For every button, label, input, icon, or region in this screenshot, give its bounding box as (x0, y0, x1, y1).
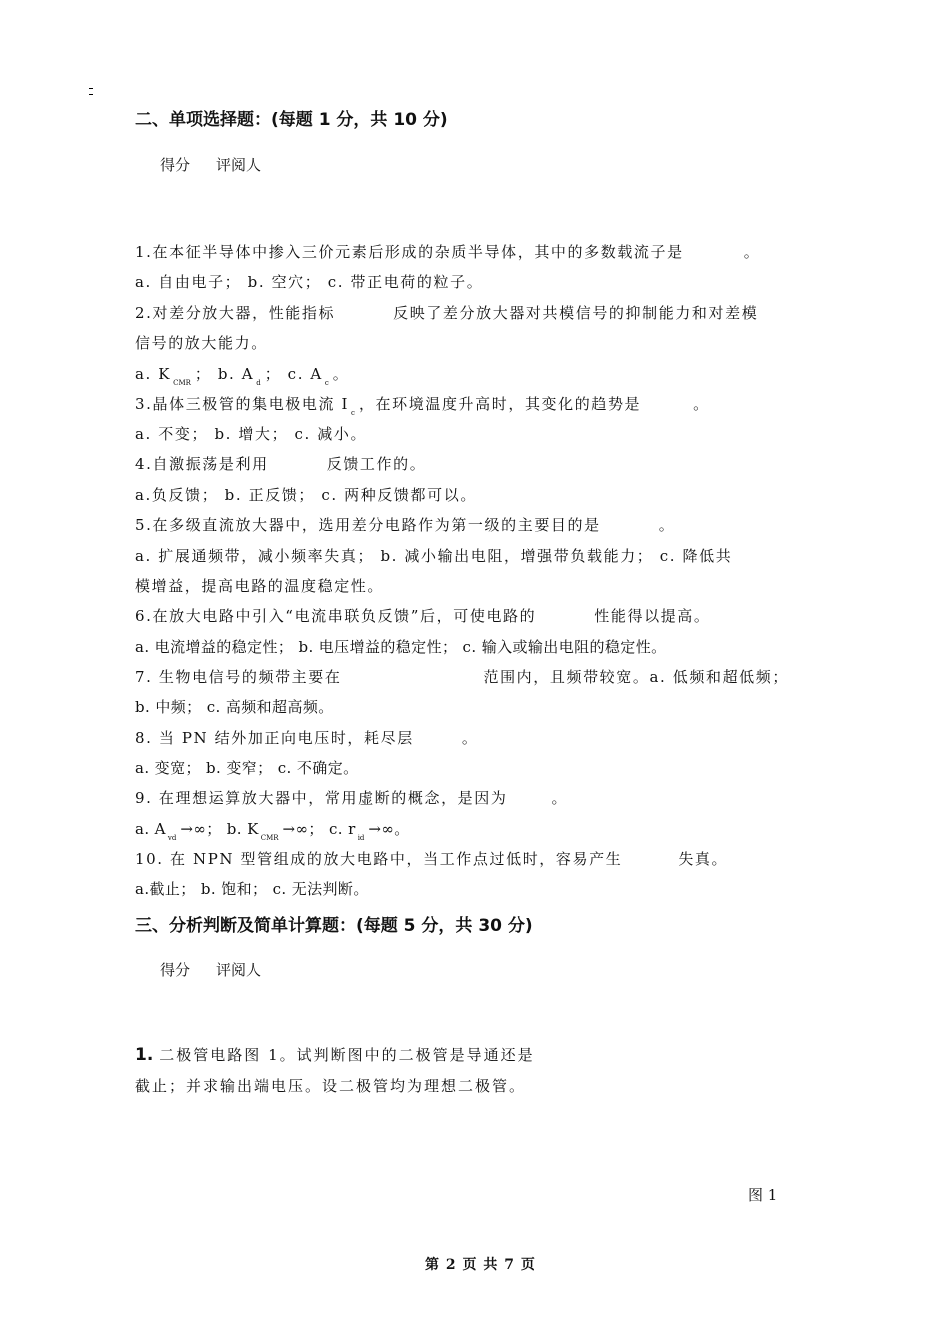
score-label: 得分 (160, 156, 191, 174)
question-1-options: a. 自由电子； b. 空穴； c. 带正电荷的粒子。 (135, 273, 484, 291)
question-6-options: a. 电流增益的稳定性； b. 电压增益的稳定性； c. 输入或输出电阻的稳定性。 (135, 638, 667, 656)
option-end: →∞。 (368, 820, 410, 838)
question-10-options: a.截止； b. 饱和； c. 无法判断。 (135, 880, 369, 898)
question-4-text-b: 反馈工作的。 (326, 455, 427, 473)
question-4-options: a.负反馈； b. 正反馈； c. 两种反馈都可以。 (135, 486, 477, 504)
subscript: id (357, 834, 365, 842)
section-heading-analysis: 三、分析判断及简单计算题：(每题 5 分，共 30 分) (135, 916, 533, 936)
subscript: CMR (173, 379, 191, 387)
page-footer: 第 2 页 共 7 页 (425, 1257, 536, 1273)
question-6 (135, 605, 710, 626)
option-b: →∞； b. K (180, 820, 259, 838)
question-5-options-1: a. 扩展通频带，减小频率失真； b. 减小输出电阻，增强带负载能力； c. 降低共 (135, 547, 733, 565)
option-end: 。 (332, 365, 350, 383)
subscript: CMR (260, 834, 279, 842)
option-b: ； b. A (194, 365, 255, 383)
question-7-options: b. 中频； c. 高频和超高频。 (135, 698, 334, 716)
question-9-text: 9. 在理想运算放大器中，常用虚断的概念，是因为 (135, 789, 508, 807)
subscript: c (351, 409, 355, 417)
section-heading-single-choice: 二、单项选择题：(每题 1 分，共 10 分) (135, 110, 448, 130)
question-2-text-a: 2.对差分放大器，性能指标 (135, 304, 336, 322)
question-3-text-b: ，在环境温度升高时，其变化的趋势是 (358, 395, 642, 413)
question-2 (135, 302, 758, 323)
question-3-end: 。 (693, 395, 710, 413)
question-8 (135, 727, 478, 748)
option-c: →∞； c. r (282, 820, 356, 838)
analysis-question-1 (135, 1044, 535, 1065)
question-8-options: a. 变宽； b. 变窄； c. 不确定。 (135, 759, 359, 777)
question-7 (135, 666, 789, 687)
question-7-text-a: 7. 生物电信号的频带主要在 (135, 668, 342, 686)
question-3-text-a: 3.晶体三极管的集电极电流 I (135, 395, 350, 413)
question-5-text: 5.在多级直流放大器中，选用差分电路作为第一级的主要目的是 (135, 516, 601, 534)
question-4-text-a: 4.自激振荡是利用 (135, 455, 269, 473)
subscript: d (256, 379, 261, 387)
option-a: a. K (135, 365, 172, 383)
figure-caption: 图 1 (748, 1186, 778, 1204)
question-9 (135, 787, 568, 808)
corner-mark (89, 88, 93, 95)
grading-box (160, 154, 287, 175)
question-8-text: 8. 当 PN 结外加正向电压时，耗尽层 (135, 729, 414, 747)
question-10 (135, 848, 728, 869)
question-10-text-a: 10. 在 NPN 型管组成的放大电路中，当工作点过低时，容易产生 (135, 850, 623, 868)
option-a: a. A (135, 820, 166, 838)
question-3-options: a. 不变； b. 增大； c. 减小。 (135, 425, 368, 443)
question-2-continued: 信号的放大能力。 (135, 334, 268, 352)
grading-box (160, 959, 287, 980)
question-number: 1. (135, 1045, 154, 1065)
question-9-end: 。 (551, 789, 569, 807)
question-5 (135, 514, 675, 535)
question-9-options (135, 818, 410, 842)
option-c: ； c. A (264, 365, 323, 383)
question-6-text-a: 6.在放大电路中引入“电流串联负反馈”后，可使电路的 (135, 607, 537, 625)
question-1-text: 1.在本征半导体中掺入三价元素后形成的杂质半导体，其中的多数载流子是 (135, 243, 684, 261)
question-8-end: 。 (461, 729, 479, 747)
reviewer-label: 评阅人 (216, 156, 262, 174)
question-4 (135, 453, 426, 474)
subscript: vd (167, 834, 177, 842)
question-10-text-b: 失真。 (678, 850, 729, 868)
question-1-end: 。 (743, 243, 761, 261)
analysis-question-1-line-2: 截止；并求输出端电压。设二极管均为理想二极管。 (135, 1077, 527, 1095)
question-3 (135, 393, 710, 417)
question-2-text-b: 反映了差分放大器对共模信号的抑制能力和对差模 (393, 304, 759, 322)
question-2-options (135, 363, 349, 387)
question-5-end: 。 (658, 516, 676, 534)
analysis-question-1-line-1: 二极管电路图 1。试判断图中的二极管是导通还是 (159, 1046, 535, 1064)
question-6-text-b: 性能得以提高。 (594, 607, 711, 625)
question-1 (135, 241, 760, 262)
subscript: c (324, 379, 329, 387)
reviewer-label: 评阅人 (216, 961, 262, 979)
question-5-options-2: 模增益，提高电路的温度稳定性。 (135, 577, 385, 595)
question-7-text-b: 范围内，且频带较宽。a. 低频和超低频； (483, 668, 789, 686)
score-label: 得分 (160, 961, 191, 979)
